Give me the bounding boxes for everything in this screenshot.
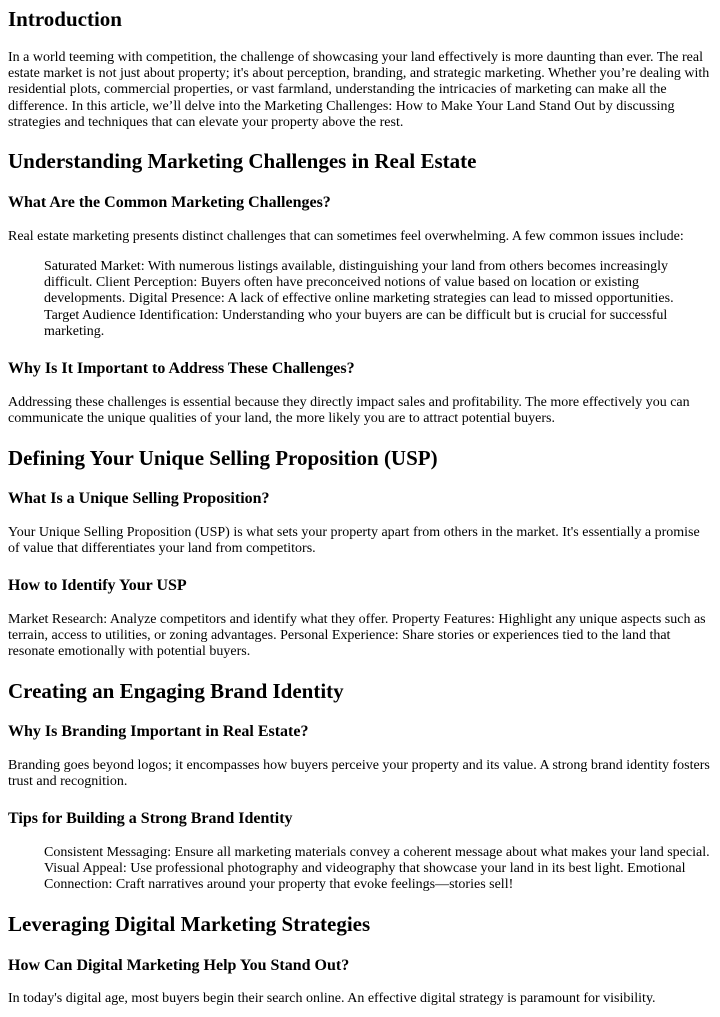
brand-tips-list: Consistent Messaging: Ensure all marketing materials convey a coherent message about what makes your land special. Visual Appeal: Use professional photography and videography that showcase your land in its best light. Emotional Connection: Craft narratives around your property that evoke feelings—stories sell! (44, 845, 710, 893)
common-challenges-list: Saturated Market: With numerous listings available, distinguishing your land from others becomes increasingly difficult. Client Perception: Buyers often have preconceived notions of value based on location or existing developments. Digital Presence: A lack of effective online marketing strategies can lead to missed opportunities. Target Audience Identification: Understanding who your buyers are can be difficult but is crucial for successful marketing. (44, 259, 674, 339)
subheading-why-branding: Why Is Branding Important in Real Estate? (8, 723, 309, 740)
what-is-usp-paragraph: Your Unique Selling Proposition (USP) is what sets your property apart from others in the market. It's essentially a promise of value that differentiates your land from competitors. (8, 525, 700, 557)
heading-brand-identity: Creating an Engaging Brand Identity (8, 679, 344, 703)
subheading-why-address: Why Is It Important to Address These Challenges? (8, 360, 355, 377)
heading-introduction: Introduction (8, 7, 122, 31)
digital-help-paragraph: In today's digital age, most buyers begin their search online. An effective digital strategy is paramount for visibility. (8, 991, 656, 1006)
why-branding-paragraph: Branding goes beyond logos; it encompasses how buyers perceive your property and its value. A strong brand identity fosters trust and recognition. (8, 758, 710, 790)
subheading-digital-help: How Can Digital Marketing Help You Stand Out? (8, 957, 350, 974)
subheading-brand-tips: Tips for Building a Strong Brand Identity (8, 810, 293, 827)
why-address-paragraph: Addressing these challenges is essential because they directly impact sales and profitability. The more effectively you can communicate the unique qualities of your land, the more likely you are to attract potential buyers. (8, 395, 690, 427)
heading-digital-marketing: Leveraging Digital Marketing Strategies (8, 912, 371, 936)
subheading-identify-usp: How to Identify Your USP (8, 577, 187, 594)
heading-usp: Defining Your Unique Selling Proposition (USP) (8, 446, 438, 470)
common-challenges-paragraph: Real estate marketing presents distinct challenges that can sometimes feel overwhelming. A few common issues include: (8, 229, 684, 244)
identify-usp-paragraph: Market Research: Analyze competitors and identify what they offer. Property Features: Highlight any unique aspects such as terrain, access to utilities, or zoning advantages. Personal Experience: Share stories or experiences tied to the land that resonate emotionally with potential buyers. (8, 612, 706, 660)
subheading-what-is-usp: What Is a Unique Selling Proposition? (8, 490, 270, 507)
intro-paragraph: In a world teeming with competition, the challenge of showcasing your land effectively is more daunting than ever. The real estate market is not just about property; it's about perception, branding, and strategic marketing. Whether you’re dealing with residential plots, commercial properties, or vast farmland, understanding the intricacies of marketing can make all the difference. In this article, we’ll delve into the Marketing Challenges: How to Make Your Land Stand Out by discussing strategies and techniques that can elevate your property above the rest. (8, 50, 710, 130)
subheading-common-challenges: What Are the Common Marketing Challenges? (8, 194, 331, 211)
heading-understanding-challenges: Understanding Marketing Challenges in Real Estate (8, 149, 477, 173)
